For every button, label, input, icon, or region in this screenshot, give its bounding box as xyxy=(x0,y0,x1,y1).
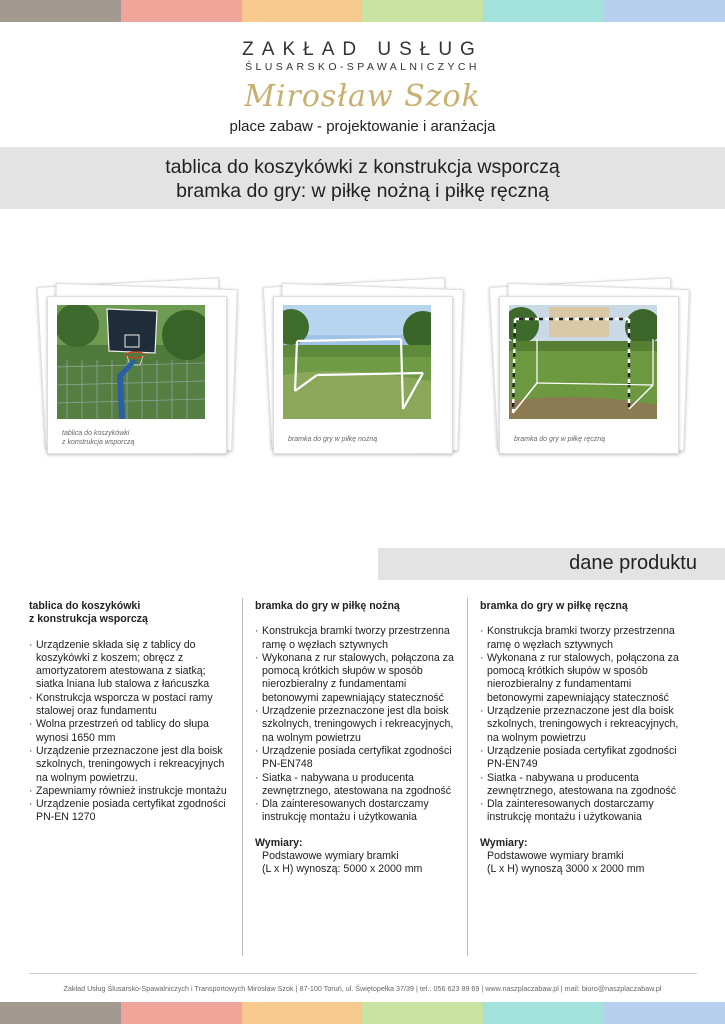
title-line2: bramka do gry: w piłkę nożną i piłkę ręczną xyxy=(176,180,549,202)
stripe xyxy=(0,0,121,22)
bottom-color-stripes xyxy=(0,1002,725,1024)
stripe xyxy=(242,1002,363,1024)
caption-line: z konstrukcja wsporczą xyxy=(62,439,135,446)
dimensions-line: Podstawowe wymiary bramki xyxy=(487,850,624,863)
photo-handball-goal xyxy=(499,296,689,456)
logo-signature: Mirosław Szok xyxy=(244,79,481,114)
feature-list xyxy=(29,639,234,825)
product-column-handball xyxy=(480,600,690,877)
stripe xyxy=(121,0,242,22)
dimensions-label: Wymiary: xyxy=(480,836,528,849)
list-item: · Urządzenie przeznaczone jest dla boisk szkolnych, treningowych i rekreacyjnych, na wolnym powietrzu xyxy=(255,705,461,745)
logo-line1: ZAKŁAD USŁUG xyxy=(242,39,483,60)
list-item: · Wykonana z rur stalowych, połączona za pomocą krótkich słupów w sposób nierozbieralny z fundamentami betonowymi zapewniający stateczność xyxy=(480,652,690,705)
column-divider xyxy=(467,598,468,956)
dimensions-label: Wymiary: xyxy=(255,836,303,849)
company-logo xyxy=(0,40,725,114)
list-item: · Wolna przestrzeń od tablicy do słupa wynosi 1650 mm xyxy=(29,718,234,745)
basketball-photo-image xyxy=(57,305,205,419)
photo-card xyxy=(47,296,227,454)
list-item: · Siatka - nabywana u producenta zewnętrznego, atestowana na zgodność xyxy=(480,772,690,799)
stripe xyxy=(604,0,725,22)
footer-divider xyxy=(29,973,697,974)
list-item: · Urządzenie posiada certyfikat zgodności PN-EN749 xyxy=(480,745,690,772)
title-band xyxy=(0,147,725,209)
section-title: dane produktu xyxy=(569,552,697,574)
list-item: · Urządzenie przeznaczone jest dla boisk szkolnych, treningowych i rekreacyjnych na wolnym powietrzu. xyxy=(29,745,234,785)
logo-line2: ŚLUSARSKO-SPAWALNICZYCH xyxy=(245,61,480,73)
stripe xyxy=(0,1002,121,1024)
list-item: · Urządzenie posiada certyfikat zgodności PN-EN748 xyxy=(255,745,461,772)
photo-caption: bramka do gry w piłkę nożną xyxy=(288,436,378,443)
list-item: · Zapewniamy również instrukcje montażu xyxy=(29,785,234,798)
footer-contact: Zakład Usług Ślusarsko-Spawalniczych i Transportowych Mirosław Szok | 87-100 Toruń, ul. Świętopełka 37/39 | tel.: 056 623 89 69 | www.naszplaczabaw.pl | mail: biuro@naszplaczabaw.pl xyxy=(63,984,662,993)
stripe xyxy=(362,1002,483,1024)
photo-caption: bramka do gry w piłkę ręczną xyxy=(514,436,606,443)
column-heading: bramka do gry w piłkę ręczną xyxy=(480,600,628,612)
stripe xyxy=(604,1002,725,1024)
feature-list xyxy=(255,625,461,824)
dimensions-line: (L x H) wynoszą 3000 x 2000 mm xyxy=(487,863,645,876)
list-item: · Dla zainteresowanych dostarczamy instrukcję montażu i użytkowania xyxy=(255,798,461,825)
list-item: · Dla zainteresowanych dostarczamy instrukcję montażu i użytkowania xyxy=(480,798,690,825)
feature-list xyxy=(480,625,690,824)
product-column-basketball xyxy=(29,600,234,825)
list-item: · Wykonana z rur stalowych, połączona za pomocą krótkich słupów w sposób nierozbieralny z fundamentami betonowymi zapewniający stateczność xyxy=(255,652,461,705)
handball-goal-photo-image xyxy=(509,305,657,419)
list-item: · Urządzenie składa się z tablicy do koszykówki z koszem; obręcz z amortyzatorem atestowana z siatką; siatka lniana lub stalowa z łańcuszka xyxy=(29,639,234,692)
list-item: · Konstrukcja bramki tworzy przestrzenna ramę o węzłach sztywnych xyxy=(255,625,461,652)
tagline: place zabaw - projektowanie i aranżacja xyxy=(229,118,496,135)
caption-line: tablica do koszykówki xyxy=(62,430,130,437)
column-heading: bramka do gry w piłkę nożną xyxy=(255,600,400,612)
stripe xyxy=(121,1002,242,1024)
photo-card xyxy=(273,296,453,454)
list-item: · Konstrukcja wsporcza w postaci ramy stalowej oraz fundamentu xyxy=(29,692,234,719)
football-goal-photo-image xyxy=(283,305,431,419)
stripe xyxy=(483,1002,604,1024)
list-item: · Urządzenie posiada certyfikat zgodności PN-EN 1270 xyxy=(29,798,234,825)
title-line1: tablica do koszykówki z konstrukcja wsporczą xyxy=(165,156,560,178)
column-divider xyxy=(242,598,243,956)
heading-line: tablica do koszykówki xyxy=(29,600,141,612)
dimensions-line: (L x H) wynoszą: 5000 x 2000 mm xyxy=(262,863,423,876)
stripe xyxy=(483,0,604,22)
photo-basketball xyxy=(47,296,237,456)
top-color-stripes xyxy=(0,0,725,22)
dimensions-line: Podstawowe wymiary bramki xyxy=(262,850,399,863)
list-item: · Konstrukcja bramki tworzy przestrzenna ramę o węzłach sztywnych xyxy=(480,625,690,652)
stripe xyxy=(362,0,483,22)
heading-line: z konstrukcja wsporczą xyxy=(29,613,148,626)
photo-football-goal xyxy=(273,296,463,456)
stripe xyxy=(242,0,363,22)
list-item: · Urządzenie przeznaczone jest dla boisk szkolnych, treningowych i rekreacyjnych, na wolnym powietrzu xyxy=(480,705,690,745)
column-heading xyxy=(29,600,234,627)
product-column-football xyxy=(255,600,461,877)
photo-caption xyxy=(62,429,134,447)
photo-card xyxy=(499,296,679,454)
list-item: · Siatka - nabywana u producenta zewnętrznego, atestowana na zgodność xyxy=(255,772,461,799)
section-title-band xyxy=(378,548,725,580)
